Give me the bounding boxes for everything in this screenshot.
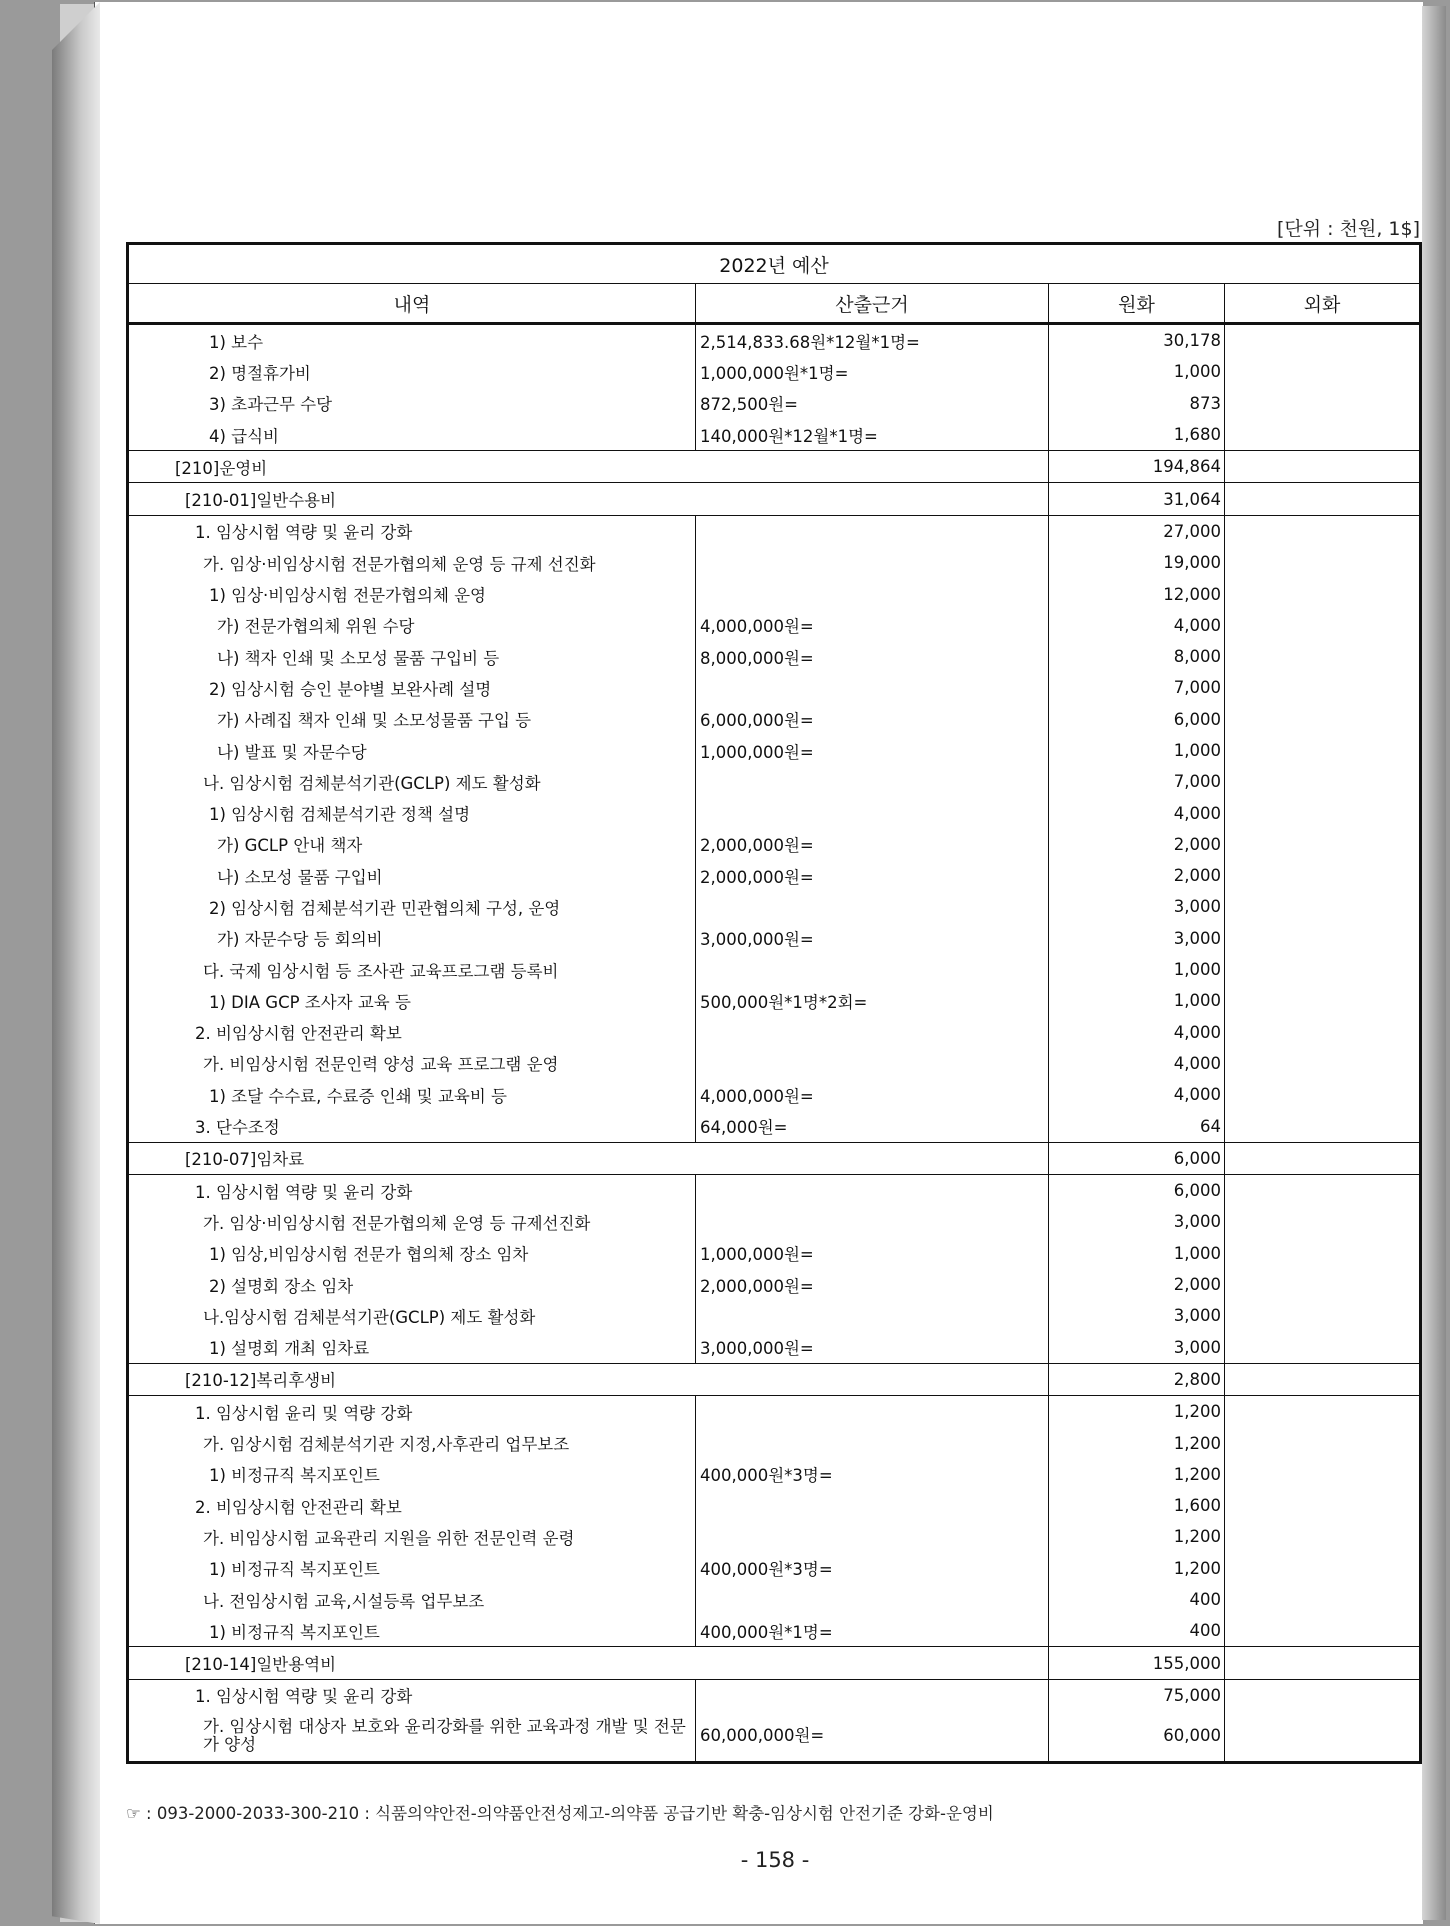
cell-foreign <box>1225 985 1421 1016</box>
cell-foreign <box>1225 860 1421 891</box>
cell-foreign <box>1225 829 1421 860</box>
cell-item: 가. 비임상시험 교육관리 지원을 위한 전문인력 운령 <box>128 1521 696 1552</box>
cell-foreign <box>1225 324 1421 357</box>
cell-krw: 7,000 <box>1049 766 1225 797</box>
column-header-krw: 원화 <box>1049 284 1225 324</box>
page-number: - 158 - <box>740 1848 810 1872</box>
cell-item: 1. 임상시험 역량 및 윤리 강화 <box>128 1679 696 1711</box>
cell-foreign <box>1225 419 1421 451</box>
cell-basis: 1,000,000원= <box>696 1238 1049 1269</box>
cell-foreign <box>1225 1110 1421 1142</box>
cell-krw: 4,000 <box>1049 1017 1225 1048</box>
cell-foreign <box>1225 356 1421 387</box>
cell-foreign <box>1225 704 1421 735</box>
column-header-basis: 산출근거 <box>696 284 1049 324</box>
table-row <box>128 356 1421 387</box>
cell-basis: 6,000,000원= <box>696 704 1049 735</box>
cell-krw: 4,000 <box>1049 797 1225 828</box>
cell-basis <box>696 1521 1049 1552</box>
cell-krw: 3,000 <box>1049 891 1225 922</box>
table-row <box>128 1175 1421 1207</box>
cell-basis: 3,000,000원= <box>696 923 1049 954</box>
cell-foreign <box>1225 1175 1421 1207</box>
cell-krw: 873 <box>1049 388 1225 419</box>
cell-basis: 4,000,000원= <box>696 1079 1049 1110</box>
cell-foreign <box>1225 578 1421 609</box>
cell-item: 가. 임상·비임상시험 전문가협의체 운영 등 규제선진화 <box>128 1206 696 1237</box>
table-row <box>128 1647 1421 1679</box>
table-row <box>128 797 1421 828</box>
cell-krw: 1,000 <box>1049 356 1225 387</box>
cell-item: [210-12]복리후생비 <box>128 1363 1049 1395</box>
table-row <box>128 1206 1421 1237</box>
cell-item: 가) 사례집 책자 인쇄 및 소모성물품 구입 등 <box>128 704 696 735</box>
cell-item: 1) 비정규직 복지포인트 <box>128 1553 696 1584</box>
cell-foreign <box>1225 1269 1421 1300</box>
cell-foreign <box>1225 735 1421 766</box>
cell-foreign <box>1225 954 1421 985</box>
cell-item: 2) 명절휴가비 <box>128 356 696 387</box>
table-row <box>128 324 1421 357</box>
cell-basis <box>696 1175 1049 1207</box>
cell-krw: 1,200 <box>1049 1553 1225 1584</box>
cell-basis: 60,000,000원= <box>696 1711 1049 1763</box>
table-row <box>128 451 1421 483</box>
cell-item: 2. 비임상시험 안전관리 확보 <box>128 1017 696 1048</box>
cell-basis <box>696 891 1049 922</box>
cell-item: 나) 발표 및 자문수당 <box>128 735 696 766</box>
cell-item: 나) 책자 인쇄 및 소모성 물품 구입비 등 <box>128 641 696 672</box>
cell-krw: 1,680 <box>1049 419 1225 451</box>
cell-item: 2. 비임상시험 안전관리 확보 <box>128 1490 696 1521</box>
cell-basis: 3,000,000원= <box>696 1332 1049 1364</box>
cell-item: 4) 급식비 <box>128 419 696 451</box>
cell-krw: 2,000 <box>1049 1269 1225 1300</box>
cell-foreign <box>1225 1615 1421 1647</box>
cell-basis <box>696 766 1049 797</box>
cell-item: 1) 보수 <box>128 324 696 357</box>
table-row <box>128 1110 1421 1142</box>
cell-foreign <box>1225 641 1421 672</box>
table-row <box>128 419 1421 451</box>
cell-item: 가) GCLP 안내 책자 <box>128 829 696 860</box>
cell-basis: 2,514,833.68원*12월*1명= <box>696 324 1049 357</box>
table-row <box>128 672 1421 703</box>
cell-basis <box>696 1017 1049 1048</box>
cell-foreign <box>1225 1711 1421 1763</box>
table-row <box>128 1363 1421 1395</box>
cell-basis: 2,000,000원= <box>696 860 1049 891</box>
table-row <box>128 1269 1421 1300</box>
table-row <box>128 1048 1421 1079</box>
cell-basis <box>696 578 1049 609</box>
table-row <box>128 985 1421 1016</box>
cell-foreign <box>1225 1459 1421 1490</box>
cell-krw: 1,200 <box>1049 1396 1225 1428</box>
table-row <box>128 1427 1421 1458</box>
footnote: ☞ : 093-2000-2033-300-210 : 식품의약안전-의약품안전성제고-의약품 공급기반 확충-임상시험 안전기준 강화-운영비 <box>126 1804 994 1823</box>
table-row <box>128 829 1421 860</box>
cell-basis: 8,000,000원= <box>696 641 1049 672</box>
cell-foreign <box>1225 1206 1421 1237</box>
cell-foreign <box>1225 1238 1421 1269</box>
cell-basis: 2,000,000원= <box>696 1269 1049 1300</box>
table-row <box>128 1017 1421 1048</box>
cell-krw: 4,000 <box>1049 610 1225 641</box>
cell-krw: 12,000 <box>1049 578 1225 609</box>
cell-basis <box>696 797 1049 828</box>
cell-item: [210]운영비 <box>128 451 1049 483</box>
table-row <box>128 1332 1421 1364</box>
table-row <box>128 1396 1421 1428</box>
cell-basis: 500,000원*1명*2회= <box>696 985 1049 1016</box>
cell-item: [210-14]일반용역비 <box>128 1647 1049 1679</box>
cell-krw: 2,000 <box>1049 829 1225 860</box>
cell-krw: 6,000 <box>1049 1175 1225 1207</box>
cell-item: 3) 초과근무 수당 <box>128 388 696 419</box>
cell-foreign <box>1225 1142 1421 1174</box>
table-row <box>128 1142 1421 1174</box>
cell-foreign <box>1225 483 1421 515</box>
table-row <box>128 1553 1421 1584</box>
cell-krw: 27,000 <box>1049 515 1225 547</box>
cell-krw: 6,000 <box>1049 704 1225 735</box>
cell-item: 가. 임상시험 검체분석기관 지정,사후관리 업무보조 <box>128 1427 696 1458</box>
cell-basis: 400,000원*3명= <box>696 1553 1049 1584</box>
table-row <box>128 1615 1421 1647</box>
cell-foreign <box>1225 515 1421 547</box>
cell-krw: 1,000 <box>1049 954 1225 985</box>
cell-item: 나. 임상시험 검체분석기관(GCLP) 제도 활성화 <box>128 766 696 797</box>
table-row <box>128 1300 1421 1331</box>
cell-foreign <box>1225 1553 1421 1584</box>
cell-item: 1) 조달 수수료, 수료증 인쇄 및 교육비 등 <box>128 1079 696 1110</box>
cell-foreign <box>1225 610 1421 641</box>
unit-label: [단위 : 천원, 1$] <box>1277 218 1420 240</box>
table-row <box>128 860 1421 891</box>
cell-basis: 400,000원*3명= <box>696 1459 1049 1490</box>
budget-year-header: 2022년 예산 <box>128 244 1421 284</box>
cell-item: 나.임상시험 검체분석기관(GCLP) 제도 활성화 <box>128 1300 696 1331</box>
cell-foreign <box>1225 1396 1421 1428</box>
cell-foreign <box>1225 797 1421 828</box>
cell-krw: 8,000 <box>1049 641 1225 672</box>
cell-foreign <box>1225 891 1421 922</box>
table-row <box>128 766 1421 797</box>
cell-item: 가. 비임상시험 전문인력 양성 교육 프로그램 운영 <box>128 1048 696 1079</box>
cell-item: 1) 비정규직 복지포인트 <box>128 1615 696 1647</box>
page-curl-edge <box>52 2 100 1924</box>
cell-foreign <box>1225 1079 1421 1110</box>
cell-basis: 64,000원= <box>696 1110 1049 1142</box>
cell-foreign <box>1225 672 1421 703</box>
cell-foreign <box>1225 1490 1421 1521</box>
cell-item: 가) 자문수당 등 회의비 <box>128 923 696 954</box>
cell-basis <box>696 1300 1049 1331</box>
cell-krw: 4,000 <box>1049 1079 1225 1110</box>
cell-krw: 1,000 <box>1049 985 1225 1016</box>
cell-basis: 4,000,000원= <box>696 610 1049 641</box>
cell-krw: 1,000 <box>1049 1238 1225 1269</box>
cell-item: 1) 임상시험 검체분석기관 정책 설명 <box>128 797 696 828</box>
cell-basis <box>696 1490 1049 1521</box>
table-row <box>128 578 1421 609</box>
table-row <box>128 610 1421 641</box>
cell-item: [210-01]일반수용비 <box>128 483 1049 515</box>
cell-krw: 31,064 <box>1049 483 1225 515</box>
cell-krw: 75,000 <box>1049 1679 1225 1711</box>
cell-basis: 1,000,000원*1명= <box>696 356 1049 387</box>
cell-item: 가. 임상시험 대상자 보호와 윤리강화를 위한 교육과정 개발 및 전문가 양성 <box>128 1711 696 1763</box>
cell-foreign <box>1225 451 1421 483</box>
cell-basis <box>696 547 1049 578</box>
table-row <box>128 954 1421 985</box>
cell-basis: 872,500원= <box>696 388 1049 419</box>
cell-item: 1) 임상·비임상시험 전문가협의체 운영 <box>128 578 696 609</box>
table-row <box>128 483 1421 515</box>
table-row <box>128 891 1421 922</box>
page-stack-edge <box>1422 6 1446 1920</box>
cell-foreign <box>1225 1584 1421 1615</box>
cell-basis: 140,000원*12월*1명= <box>696 419 1049 451</box>
cell-krw: 3,000 <box>1049 1206 1225 1237</box>
cell-item: 가. 임상·비임상시험 전문가협의체 운영 등 규제 선진화 <box>128 547 696 578</box>
cell-krw: 60,000 <box>1049 1711 1225 1763</box>
cell-basis <box>696 515 1049 547</box>
cell-item: 2) 임상시험 승인 분야별 보완사례 설명 <box>128 672 696 703</box>
cell-item: 1. 임상시험 역량 및 윤리 강화 <box>128 515 696 547</box>
cell-foreign <box>1225 1647 1421 1679</box>
column-header-item: 내역 <box>128 284 696 324</box>
cell-krw: 6,000 <box>1049 1142 1225 1174</box>
table-row <box>128 1079 1421 1110</box>
cell-basis: 1,000,000원= <box>696 735 1049 766</box>
table-row <box>128 641 1421 672</box>
table-row <box>128 1584 1421 1615</box>
cell-krw: 19,000 <box>1049 547 1225 578</box>
cell-krw: 400 <box>1049 1584 1225 1615</box>
table-row <box>128 1679 1421 1711</box>
cell-foreign <box>1225 547 1421 578</box>
cell-item: [210-07]임차료 <box>128 1142 1049 1174</box>
cell-foreign <box>1225 923 1421 954</box>
cell-foreign <box>1225 1300 1421 1331</box>
cell-item: 1. 임상시험 역량 및 윤리 강화 <box>128 1175 696 1207</box>
cell-item: 가) 전문가협의체 위원 수당 <box>128 610 696 641</box>
cell-item: 3. 단수조정 <box>128 1110 696 1142</box>
cell-basis <box>696 1679 1049 1711</box>
table-row <box>128 923 1421 954</box>
cell-foreign <box>1225 1679 1421 1711</box>
cell-krw: 4,000 <box>1049 1048 1225 1079</box>
cell-basis <box>696 954 1049 985</box>
cell-basis <box>696 1396 1049 1428</box>
cell-krw: 155,000 <box>1049 1647 1225 1679</box>
table-row <box>128 1238 1421 1269</box>
cell-foreign <box>1225 1427 1421 1458</box>
table-row <box>128 704 1421 735</box>
cell-basis: 2,000,000원= <box>696 829 1049 860</box>
cell-krw: 30,178 <box>1049 324 1225 357</box>
cell-basis <box>696 1584 1049 1615</box>
cell-item: 1) 비정규직 복지포인트 <box>128 1459 696 1490</box>
cell-foreign <box>1225 1332 1421 1364</box>
cell-item: 1) 임상,비임상시험 전문가 협의체 장소 임차 <box>128 1238 696 1269</box>
cell-foreign <box>1225 1363 1421 1395</box>
cell-item: 2) 설명회 장소 임차 <box>128 1269 696 1300</box>
table-row <box>128 735 1421 766</box>
cell-item: 2) 임상시험 검체분석기관 민관협의체 구성, 운영 <box>128 891 696 922</box>
cell-item: 나. 전임상시험 교육,시설등록 업무보조 <box>128 1584 696 1615</box>
cell-foreign <box>1225 1521 1421 1552</box>
cell-krw: 1,000 <box>1049 735 1225 766</box>
table-row <box>128 515 1421 547</box>
table-body <box>128 324 1421 1763</box>
table-row <box>128 1490 1421 1521</box>
cell-item: 나) 소모성 물품 구입비 <box>128 860 696 891</box>
cell-foreign <box>1225 766 1421 797</box>
cell-basis: 400,000원*1명= <box>696 1615 1049 1647</box>
cell-item: 1) 설명회 개최 임차료 <box>128 1332 696 1364</box>
cell-krw: 2,800 <box>1049 1363 1225 1395</box>
table-row <box>128 1459 1421 1490</box>
cell-item: 1) DIA GCP 조사자 교육 등 <box>128 985 696 1016</box>
cell-krw: 3,000 <box>1049 1332 1225 1364</box>
cell-krw: 1,200 <box>1049 1521 1225 1552</box>
cell-basis <box>696 1048 1049 1079</box>
cell-krw: 194,864 <box>1049 451 1225 483</box>
table-row <box>128 547 1421 578</box>
cell-krw: 64 <box>1049 1110 1225 1142</box>
cell-foreign <box>1225 388 1421 419</box>
cell-basis <box>696 1427 1049 1458</box>
cell-krw: 3,000 <box>1049 923 1225 954</box>
cell-basis <box>696 672 1049 703</box>
cell-foreign <box>1225 1017 1421 1048</box>
column-header-foreign: 외화 <box>1225 284 1421 324</box>
table-row <box>128 1711 1421 1763</box>
cell-item: 다. 국제 임상시험 등 조사관 교육프로그램 등록비 <box>128 954 696 985</box>
cell-basis <box>696 1206 1049 1237</box>
cell-krw: 1,200 <box>1049 1459 1225 1490</box>
budget-table <box>126 242 1422 1764</box>
table-row <box>128 1521 1421 1552</box>
table-row <box>128 388 1421 419</box>
cell-krw: 1,600 <box>1049 1490 1225 1521</box>
cell-krw: 400 <box>1049 1615 1225 1647</box>
cell-krw: 2,000 <box>1049 860 1225 891</box>
cell-krw: 1,200 <box>1049 1427 1225 1458</box>
cell-foreign <box>1225 1048 1421 1079</box>
cell-krw: 3,000 <box>1049 1300 1225 1331</box>
cell-item: 1. 임상시험 윤리 및 역량 강화 <box>128 1396 696 1428</box>
cell-krw: 7,000 <box>1049 672 1225 703</box>
